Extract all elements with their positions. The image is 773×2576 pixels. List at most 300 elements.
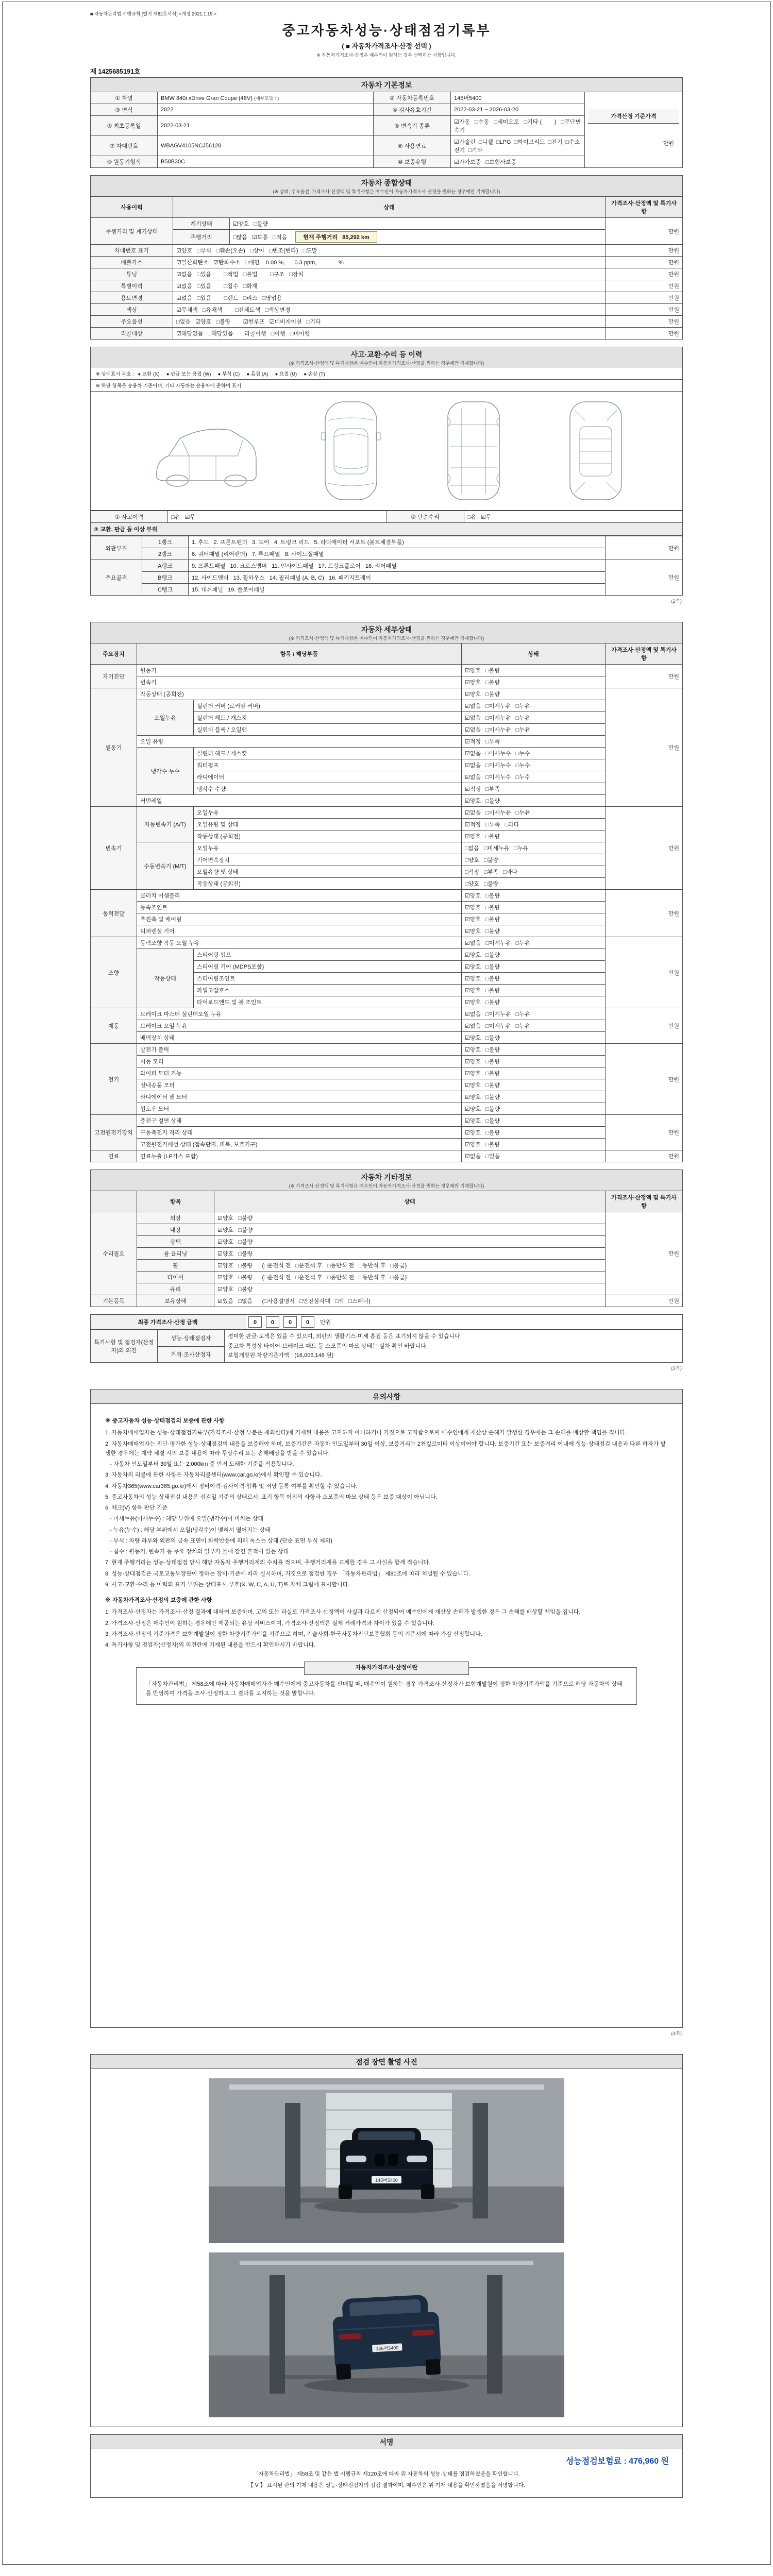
form-reference: ■ 자동차관리법 시행규칙 [별지 제82호서식] <개정 2021.1.19.> xyxy=(90,11,216,16)
price-cell: 만원 xyxy=(606,1295,683,1307)
signature-statement: 「자동차관리법」 제58조 및 같은 법 시행규칙 제120조에 따라 위 자동차의 성능·상태를 점검하였음을 확인합니다. xyxy=(253,2471,520,2478)
use-label: 차대번호 표기 xyxy=(91,245,173,257)
status-checkbox-group[interactable]: ☑양호 □불량 xyxy=(462,1067,606,1079)
field-label: ① 차명 xyxy=(91,92,158,104)
section-comprehensive-note: (※ 상태, 주요옵션, 가격조사·산정액 및 특기사항은 매수인이 자동차가격조사·산정을 원하는 경우에만 기재합니다) xyxy=(273,189,500,194)
status-checkbox-group[interactable]: ☑양호 □불량 xyxy=(214,1224,606,1236)
status-checkbox-group[interactable]: ☑적정 □부족 xyxy=(462,736,606,748)
notice-item: 8. 성능·상태점검은 국토교통부장관이 정하는 장비·기준에 따라 실시하며, 거짓으로 점검한 경우 「자동차관리법」 제80조에 따라 처벌될 수 있습니다. xyxy=(105,1570,470,1577)
car-underbody-diagram xyxy=(435,397,512,505)
status-checkbox-group[interactable]: ☑양호 □불량 xyxy=(462,1103,606,1115)
use-label: 주행거리 및 계기상태 xyxy=(91,218,173,245)
notice-item: 5. 중고자동차의 성능·상태점검 내용은 점검일 기준의 상태로서, 표기 항목 이외의 사항과 소모품의 마모 상태 등은 보증 대상이 아닙니다. xyxy=(105,1494,438,1500)
item-label: 시동 모터 xyxy=(137,1056,462,1067)
sub-label: 오일누유 xyxy=(137,700,194,736)
status-checkbox-group[interactable]: ☑없음 □미세누수 □누수 xyxy=(462,771,606,783)
price-cell: 만원 xyxy=(606,218,683,245)
field-label: ③ 연식 xyxy=(91,104,158,116)
section-accident-title: 사고·교환·수리 등 이력 xyxy=(350,350,423,359)
license-plate-text: 145버5400 xyxy=(375,2178,398,2183)
item-label: 고전원전기배선 상태 (접속단자, 피복, 보호기구) xyxy=(137,1139,462,1150)
field-label: ⑦ 차대번호 xyxy=(91,136,158,156)
definition-body: 「자동차관리법」 제58조에 따라 자동차매매업자가 매수인에게 중고자동차를 판매할 때, 매수인이 원하는 경우 가격조사·산정자가 보험개발원이 정한 차량기준가액을 기준으로 해당 자동차의 상태를 반영하여 가격을 조사·산정하고 그 결과를 고지하는 것을 말합니다. xyxy=(146,1681,623,1697)
item-label: 발전기 출력 xyxy=(137,1044,462,1056)
price-cell: 만원 xyxy=(606,560,683,596)
status-checkbox-group[interactable]: ☑양호 □불량 xyxy=(462,996,606,1008)
item-label: 오일 유량 xyxy=(137,736,462,748)
item-label: 외장 xyxy=(137,1212,214,1224)
basic-info-table xyxy=(90,92,683,168)
signature-statement-2: 【 V 】 표시된 란의 기재 내용은 성능·상태점검자의 점검 결과이며, 매수인은 위 기재 내용을 확인하였음을 서명합니다. xyxy=(248,2482,525,2489)
license-plate-text: 145버5400 xyxy=(376,2345,399,2352)
field-label: ⑥ 변속기 종류 xyxy=(374,116,451,136)
status-checkbox-group[interactable]: ☑없음 □미세누수 □누수 xyxy=(462,759,606,771)
item-label: 내장 xyxy=(137,1224,214,1236)
notice-item: 4. 자동차365(www.car365.go.kr)에서 정비이력·검사이력·압류 및 저당 등록 여부를 확인할 수 있습니다. xyxy=(105,1483,358,1489)
price-cell: 만원 xyxy=(606,245,683,257)
section-basic-title: 자동차 기본정보 xyxy=(361,81,412,89)
price-cell: 만원 xyxy=(606,665,683,688)
fuel-checkbox-group[interactable]: ☑가솔린 □디젤 □LPG □하이브리드 □전기 □수소전기 □기타 xyxy=(451,136,585,156)
field-label: ⑧ 사용연료 xyxy=(374,136,451,156)
device-label: 전기 xyxy=(91,1044,137,1115)
item-label: 와이퍼 모터 기능 xyxy=(137,1067,462,1079)
section-notice-title: 유의사항 xyxy=(372,1393,401,1401)
sub-label: 냉각수 누수 xyxy=(137,748,194,795)
definition-title: 자동차가격조사·산정이란 xyxy=(304,1662,469,1675)
notice-item: 1. 가격조사·산정자는 가격조사·산정 결과에 대하여 보증하며, 고의 또는 과실로 가격조사·산정액이 사실과 다르게 산정되어 매수인에게 재산상 손해가 발생한 경우 그 손해를 배상할 책임을 집니다. xyxy=(105,1609,581,1616)
column-header-price: 가격조사·산정액 및 특기사항 xyxy=(606,1191,683,1212)
section-etc-header xyxy=(90,1170,683,1191)
item-label: 작동상태 (공회전) xyxy=(194,878,462,890)
final-price-digits xyxy=(245,1315,683,1330)
status-checkbox-group[interactable]: ☑양호 □불량 xyxy=(462,949,606,961)
rank-items: 6. 쿼터패널 (리어펜더) 7. 루프패널 8. 사이드실패널 xyxy=(189,548,606,560)
use-label: 색상 xyxy=(91,304,173,316)
status-checkbox-group[interactable]: ☑양호 □불량 xyxy=(462,1079,606,1091)
notice-item: 9. 사고·교환·수리 등 이력의 표기 부위는 상태표시 부호(X, W, C, A, U, T)로 차체 그림에 표시합니다. xyxy=(105,1581,350,1588)
item-label: 원동기 xyxy=(137,665,462,676)
title-subtitle: ( ■ 자동차가격조사·산정 선택 ) xyxy=(342,42,431,50)
notice-item: - 부식 : 차량 하부와 외판의 금속 표면이 화학반응에 의해 녹스는 상태 (단순 표면 부식 제외) xyxy=(105,1537,332,1544)
status-checkbox-group[interactable]: ☑적정 □부족 □과다 xyxy=(462,819,606,831)
item-label: 커먼레일 xyxy=(137,795,462,807)
main-frame-label: 주요골격 xyxy=(91,560,142,596)
mileage-checkbox-group[interactable]: □많음 ☑보통 □적음 xyxy=(233,234,288,241)
price-base-label: 가격산정 기준가격 xyxy=(588,109,679,124)
item-label: 윈도우 모터 xyxy=(137,1103,462,1115)
notice-body xyxy=(91,1404,682,2027)
color-checkbox-group[interactable]: ☑무채색 □유채색 □전체도색 □색상변경 xyxy=(173,304,606,316)
price-cell: 만원 xyxy=(606,688,683,807)
item-label: 실내송풍 모터 xyxy=(137,1079,462,1091)
status-checkbox-group[interactable]: ☑양호 □불량 xyxy=(462,902,606,913)
notice-section xyxy=(90,1389,683,2028)
photos-body xyxy=(91,2069,682,2427)
use-label: 리콜대상 xyxy=(91,328,173,340)
warranty-type-checkbox-group[interactable]: ☑자가보증 □보험사보증 xyxy=(451,156,585,168)
section-comprehensive-header xyxy=(90,175,683,196)
rank-label: 2랭크 xyxy=(142,548,189,560)
inspector-opinion-table xyxy=(90,1330,683,1363)
section-notice-header xyxy=(91,1389,682,1404)
item-label: 휠 xyxy=(137,1260,214,1272)
recall-checkbox-group[interactable]: ☑해당없음 □해당있음 리콜이행 □이행 □미이행 xyxy=(173,328,606,340)
price-digit: 0 xyxy=(266,1316,279,1328)
comprehensive-state-table xyxy=(90,196,683,340)
inspector-role-label: 성능·상태점검자 xyxy=(158,1330,225,1347)
vin-number: WBAGV4105NCJ56128 xyxy=(158,136,374,156)
status-checkbox-group[interactable]: ☑적정 □부족 xyxy=(462,783,606,795)
notice-item: - 누유(누수) : 해당 부위에서 오일(냉각수)이 맺혀서 떨어지는 상태 xyxy=(105,1527,271,1533)
simple-repair-checkbox-group[interactable]: □유 ☑무 xyxy=(464,511,683,523)
usage-change-checkbox-group[interactable]: ☑없음 □있음 □렌트 □리스 □영업용 xyxy=(173,292,606,304)
item-label: 변속기 xyxy=(137,676,462,688)
notice-item: - 미세누유(미세누수) : 해당 부위에 오일(냉각수)이 비치는 상태 xyxy=(105,1516,263,1522)
item-label: 스티어링 기어 (MDPS포함) xyxy=(194,961,462,973)
device-label: 고전원전기장치 xyxy=(91,1115,137,1150)
notice-item: 2. 자동차매매업자는 진단·평가한 성능·상태점검의 내용을 보증해야 하며, 보증기간은 자동차 인도일부터 30일 이상, 보증거리는 2천킬로미터 이상이어야 합니다. 보증기간 또는 보증거리 이내에 성능·상태점검 내용과 다른 하자가 발생한 경우에는 계약 체결 시의 보증 내용에 따라 무상수리 또는 손해배상을 받을 수 있습니다. xyxy=(105,1440,666,1456)
inspector-comment xyxy=(225,1330,683,1363)
price-base-unit: 만원 xyxy=(663,140,674,147)
item-label: 실린더 헤드 / 개스킷 xyxy=(194,712,462,724)
status-checkbox-group[interactable]: □적정 □부족 □과다 xyxy=(462,866,606,878)
device-label: 조향 xyxy=(91,937,137,1008)
item-label: 오일누유 xyxy=(194,807,462,819)
status-checkbox-group[interactable]: □없음 □미세누유 □누유 xyxy=(462,842,606,854)
status-checkbox-group[interactable]: ☑없음 □미세누유 □누유 xyxy=(462,712,606,724)
title-note: ※ 자동차가격조사·산정은 매수인이 원하는 경우 선택하는 사항입니다. xyxy=(316,53,457,58)
signature-body xyxy=(91,2449,682,2497)
notice-item: 4. 특기사항 및 점검자(산정자)의 의견란에 기재된 내용을 반드시 확인하시기 바랍니다. xyxy=(105,1642,316,1649)
price-cell: 만원 xyxy=(606,1008,683,1044)
notice-subtitle: ※ 중고자동차 성능·상태점검의 보증에 관한 사항 xyxy=(105,1418,225,1425)
inspection-report-document xyxy=(2,2,771,2565)
notice-subtitle: ※ 자동차가격조사·산정의 보증에 관한 사항 xyxy=(105,1597,212,1604)
status-checkbox-group[interactable]: ☑양호 □불량 xyxy=(214,1283,606,1295)
price-digit: 0 xyxy=(283,1316,297,1328)
notice-item: 7. 현재 주행거리는 성능·상태점검 당시 해당 자동차 주행거리계의 수치를 적으며, 주행거리계를 교체한 경우 그 사실을 함께 적습니다. xyxy=(105,1560,431,1566)
first-registration-date: 2022-03-21 xyxy=(158,116,374,136)
status-checkbox-group[interactable]: ☑양호 □불량 xyxy=(214,1248,606,1260)
column-header-use: 사용이력 xyxy=(91,197,173,218)
notice-item: 3. 가격조사·산정의 기준가격은 보험개발원이 정한 차량기준가액을 기준으로 하며, 기술사회·한국자동차진단보증협회 등의 기준서에 따라 가감 산정합니다. xyxy=(105,1631,482,1637)
transmission-checkbox-group[interactable]: ☑자동 □수동 □세미오토 □기타 ( ) □무단변속기 xyxy=(451,116,585,136)
device-label: 연료 xyxy=(91,1150,137,1162)
item-label: 오일유량 및 상태 xyxy=(194,866,462,878)
car-frame-skeleton-diagram xyxy=(557,397,634,505)
status-checkbox-group[interactable]: ☑양호 □불량 xyxy=(462,688,606,700)
rank-label: A랭크 xyxy=(142,560,189,572)
emission-checkbox-group[interactable] xyxy=(173,257,606,268)
item-label: 스티어링조인트 xyxy=(194,973,462,985)
use-label: 배출가스 xyxy=(91,257,173,268)
price-cell: 만원 xyxy=(606,304,683,316)
rank-items: 15. 대쉬패널 19. 플로어패널 xyxy=(189,584,606,596)
price-cell: 만원 xyxy=(606,937,683,1008)
device-label: 자기진단 xyxy=(91,665,137,688)
device-label: 동력전달 xyxy=(91,890,137,937)
inspection-photo-front xyxy=(209,2078,564,2243)
section-etc-note: (※ 가격조사·산정액 및 특기사항은 매수인이 자동차가격조사·산정을 원하는 경우에만 기재합니다) xyxy=(289,1183,484,1189)
price-cell: 만원 xyxy=(606,1115,683,1150)
price-cell: 만원 xyxy=(606,1150,683,1162)
page-mark: (2쪽) xyxy=(671,599,682,604)
etc-info-table xyxy=(90,1191,683,1307)
signature-section xyxy=(90,2434,683,2498)
section-comprehensive-title: 자동차 종합상태 xyxy=(361,179,412,187)
model-year: 2022 xyxy=(158,104,374,116)
car-damage-diagrams xyxy=(90,392,683,511)
accident-history-table xyxy=(90,511,683,536)
item-label: 작동상태 (공회전) xyxy=(137,688,462,700)
price-cell: 만원 xyxy=(606,280,683,292)
item-label: 보유상태 xyxy=(137,1295,214,1307)
price-digit: 0 xyxy=(301,1316,314,1328)
item-label: 광택 xyxy=(137,1236,214,1248)
price-base-cell xyxy=(585,92,683,168)
mileage-status-cell[interactable] xyxy=(230,230,606,245)
inspection-valid-period: 2022-03-21 ~ 2026-03-20 xyxy=(451,104,585,116)
item-label: 실린더 헤드 / 개스킷 xyxy=(194,748,462,759)
price-cell: 만원 xyxy=(606,1212,683,1295)
notice-item: - 침수 : 원동기, 변속기 등 주요 장치의 일부가 물에 잠긴 흔적이 있는 상태 xyxy=(105,1549,289,1555)
final-price-label: 최종 가격조사·산정 금액 xyxy=(91,1315,245,1330)
engine-type: B58B30C xyxy=(158,156,374,168)
page-mark: (4쪽) xyxy=(671,2031,682,2037)
column-header-state: 상태 xyxy=(214,1191,606,1212)
field-label: ⑤ 최초등록일 xyxy=(91,116,158,136)
basic-items-label: 기본품목 xyxy=(91,1295,137,1307)
use-label: 튜닝 xyxy=(91,268,173,280)
item-label: 스티어링 펌프 xyxy=(194,949,462,961)
rank-items: 1. 후드 2. 프론트펜더 3. 도어 4. 트렁크 리드 5. 라디에이터 서포트 (볼트체결부품) xyxy=(189,536,606,548)
device-label: 변속기 xyxy=(91,807,137,890)
rank-label: 1랭크 xyxy=(142,536,189,548)
final-price-table xyxy=(90,1314,683,1330)
emission-values: 0.00 %, 0.3 ppm, % xyxy=(265,260,344,266)
item-label: 충전구 절연 상태 xyxy=(137,1115,462,1127)
comment-line: 경미한 판금·도색은 있을 수 있으며, 외판의 생활기스·미세 흠집 등은 표기되지 않을 수 있습니다. xyxy=(228,1333,462,1340)
price-cell: 만원 xyxy=(606,807,683,890)
status-checkbox-group[interactable]: ☑양호 □불량 xyxy=(462,890,606,902)
item-label: 유리 xyxy=(137,1283,214,1295)
status-checkbox-group[interactable]: ☑양호 □불량 (□운전석 전 □운전석 후 □동반석 전 □동반석 후 □응급) xyxy=(214,1272,606,1283)
section-etc-title: 자동차 기타정보 xyxy=(361,1173,412,1181)
item-label: 냉각수 수량 xyxy=(194,783,462,795)
status-checkbox-group[interactable]: ☑양호 □불량 xyxy=(462,973,606,985)
rank-items: 12. 사이드멤버 13. 휠하우스 14. 필러패널 (A, B, C) 16. 패키지트레이 xyxy=(189,572,606,584)
item-label: 클러치 어셈블리 xyxy=(137,890,462,902)
price-cell: 만원 xyxy=(606,257,683,268)
status-checkbox-group[interactable]: ☑없음 □있음 xyxy=(462,1150,606,1162)
exchange-panel-table xyxy=(90,536,683,596)
status-checkbox-group[interactable]: ☑양호 □불량 (□운전석 전 □운전석 후 □동반석 전 □동반석 후 □응급) xyxy=(214,1260,606,1272)
notice-item: 1. 자동차매매업자는 성능·상태점검기록부(가격조사·산정 부분은 제외한다)에 기재된 내용을 고지하지 아니하거나 거짓으로 고지함으로써 매수인에게 재산상 손해가 발생한 경우에는 그 손해를 배상할 책임을 집니다. xyxy=(105,1430,627,1436)
status-checkbox-group[interactable]: ☑없음 □미세누유 □누유 xyxy=(462,1008,606,1020)
item-label: 오일누유 xyxy=(194,842,462,854)
state-mark-legend: ※ 상태표시 부호 : ● 교환 (X) ● 판금 또는 용접 (W) ● 부식 (C) ● 흠집 (A) ● 요철 (U) ● 손상 (T) xyxy=(90,368,683,380)
section-signature-title: 서명 xyxy=(379,2438,394,2447)
tuning-checkbox-group[interactable]: ☑없음 □있음 □적법 □불법 □구조 □장치 xyxy=(173,268,606,280)
status-checkbox-group[interactable]: ☑없음 □미세누유 □누유 xyxy=(462,700,606,712)
vehicle-name-text: BMW 840i xDrive Gran Coupe (48V) xyxy=(161,95,253,101)
sub-label: 주행거리 xyxy=(173,230,230,245)
sub-label: 계기상태 xyxy=(173,218,230,230)
item-label: 연료누출 (LP가스 포함) xyxy=(137,1150,462,1162)
status-checkbox-group[interactable]: ☑없음 □미세누유 □누유 xyxy=(462,807,606,819)
car-exterior-3q-diagram xyxy=(139,399,267,502)
status-checkbox-group[interactable]: ☑없음 □미세누유 □누유 xyxy=(462,724,606,736)
item-label: 오일유량 및 상태 xyxy=(194,819,462,831)
vin-mark-checkbox-group[interactable]: ☑양호 □부식 □훼손(오손) □상이 □변조(변타) □도말 xyxy=(173,245,606,257)
section-photo-title: 점검 장면 촬영 사진 xyxy=(356,2058,417,2066)
price-digit: 0 xyxy=(248,1316,262,1328)
price-appraisal-definition-box xyxy=(136,1667,637,1705)
status-checkbox-group[interactable]: ☑양호 □불량 xyxy=(462,1056,606,1067)
use-label: 용도변경 xyxy=(91,292,173,304)
status-checkbox-group[interactable]: ☑양호 □불량 xyxy=(214,1212,606,1224)
device-label: 제동 xyxy=(91,1008,137,1044)
rank-label: B랭크 xyxy=(142,572,189,584)
rank-label: C랭크 xyxy=(142,584,189,596)
status-checkbox-group[interactable]: ☑양호 □불량 xyxy=(462,961,606,973)
car-top-view-diagram xyxy=(312,397,390,505)
status-checkbox-group[interactable]: ☑양호 □불량 xyxy=(462,1091,606,1103)
simple-repair-label: ② 단순수리 xyxy=(386,511,464,523)
special-history-checkbox-group[interactable]: ☑없음 □있음 □침수 □화재 xyxy=(173,280,606,292)
item-label: 추진축 및 베어링 xyxy=(137,913,462,925)
status-checkbox-group[interactable]: ☑있음 □없음 (□사용설명서 □안전삼각대 □잭 □스패너) xyxy=(214,1295,606,1307)
item-label: 파워고압호스 xyxy=(194,985,462,996)
section-accident-header xyxy=(90,347,683,368)
item-label: 배력장치 상태 xyxy=(137,1032,462,1044)
item-label: 실린더 커버 (로커암 커버) xyxy=(194,700,462,712)
item-label: 등속조인트 xyxy=(137,902,462,913)
status-checkbox-group[interactable]: ☑양호 □불량 xyxy=(214,1236,606,1248)
item-label: 타이어 xyxy=(137,1272,214,1283)
section-basic-header xyxy=(90,77,683,92)
appraiser-role-label: 가격·조사산정자 xyxy=(158,1346,225,1363)
item-label: 브레이크 마스터 실린더오일 누유 xyxy=(137,1008,462,1020)
comment-line: 보험개발원 차량기준가액 : (16,006,146 원) xyxy=(228,1352,334,1359)
sub-label: 작동상태 xyxy=(137,949,194,1008)
section-detail-title: 자동차 세부상태 xyxy=(361,625,412,634)
column-header-item: 항목 / 해당부품 xyxy=(137,643,462,665)
opinion-section-label: 특기사항 및 점검자(산정자)의 의견 xyxy=(91,1330,158,1363)
field-label: ⑨ 원동기형식 xyxy=(91,156,158,168)
item-label: 타이로드엔드 및 볼 조인트 xyxy=(194,996,462,1008)
column-header-price: 가격조사·산정액 및 특기사항 xyxy=(606,643,683,665)
current-mileage-badge: 현재 주행거리 85,292 km xyxy=(295,231,377,243)
status-checkbox-group[interactable]: □양호 □불량 xyxy=(462,878,606,890)
status-checkbox-group[interactable]: ☑없음 □미세누유 □누유 xyxy=(462,1020,606,1032)
section-accident-note: (※ 가격조사·산정액 및 특기사항은 매수인이 자동차가격조사·산정을 원하는 경우에만 기재합니다) xyxy=(289,361,484,366)
price-cell: 만원 xyxy=(606,268,683,280)
column-header-item: 항목 xyxy=(137,1191,214,1212)
item-label: 구동축전지 격리 상태 xyxy=(137,1127,462,1139)
field-label: ⑩ 보증유형 xyxy=(374,156,451,168)
item-label: 워터펌프 xyxy=(194,759,462,771)
price-unit: 만원 xyxy=(320,1319,331,1326)
item-label: 동력조향 작동 오일 누유 xyxy=(137,937,462,949)
page-title: 중고자동차성능·상태점검기록부 xyxy=(282,23,491,38)
outer-panel-label: 외판부위 xyxy=(91,536,142,560)
item-label: 기어변속장치 xyxy=(194,854,462,866)
field-label: ② 자동차등록번호 xyxy=(374,92,451,104)
sub-label: 자동변속기 (A/T) xyxy=(137,807,194,842)
status-checkbox-group[interactable]: ☑양호 □불량 xyxy=(462,1127,606,1139)
status-checkbox-group[interactable]: ☑양호 □불량 xyxy=(462,913,606,925)
item-label: 실린더 블록 / 오일팬 xyxy=(194,724,462,736)
item-label: 브레이크 오일 누유 xyxy=(137,1020,462,1032)
status-checkbox-group[interactable]: ☑양호 □불량 xyxy=(462,1115,606,1127)
status-checkbox-group[interactable]: ☑양호 □불량 xyxy=(462,1032,606,1044)
use-label: 주요옵션 xyxy=(91,316,173,328)
vehicle-name xyxy=(158,92,374,104)
price-cell: 만원 xyxy=(606,292,683,304)
item-label: 라디에이터 팬 모터 xyxy=(137,1091,462,1103)
submodel-note: (세부모델 : ) xyxy=(254,95,279,101)
emission-checks[interactable]: ☑일산화탄소 ☑탄화수소 □매연 xyxy=(176,260,260,266)
photo-section xyxy=(90,2054,683,2427)
section-detail-header xyxy=(90,622,683,643)
parts-title: ③ 교환, 판금 등 이상 부위 xyxy=(91,523,683,536)
status-checkbox-group[interactable]: ☑양호 □불량 xyxy=(462,1044,606,1056)
status-checkbox-group[interactable]: ☑양호 □불량 xyxy=(462,985,606,996)
page-mark: (3쪽) xyxy=(671,1366,682,1372)
notice-item: 2. 가격조사·산정은 매수인이 원하는 경우에만 제공되는 유상 서비스이며, 가격조사·산정액은 실제 거래가격과 차이가 있을 수 있습니다. xyxy=(105,1620,435,1626)
accident-history-checkbox-group[interactable]: □유 ☑무 xyxy=(168,511,387,523)
status-checkbox-group[interactable]: ☑양호 □불량 xyxy=(462,795,606,807)
notice-item: 3. 자동차의 리콜에 관한 사항은 자동차리콜센터(www.car.go.kr)에서 확인할 수 있습니다. xyxy=(105,1472,322,1479)
column-header-price: 가격조사·산정액 및 특기사항 xyxy=(606,197,683,218)
options-checkbox-group[interactable]: □없음 ☑양호 □불량 ☑썬루프 ☑네비게이션 □기타 xyxy=(173,316,606,328)
price-cell: 만원 xyxy=(606,536,683,560)
status-checkbox-group[interactable]: ☑양호 □불량 xyxy=(462,831,606,842)
insurance-premium-label: 성능점검보험료 : xyxy=(565,2457,627,2466)
insurance-premium-value: 476,960 원 xyxy=(629,2457,669,2466)
notice-item: 6. 체크(V) 항목 판단 기준 xyxy=(105,1505,168,1512)
section-signature-header xyxy=(91,2435,682,2449)
status-checkbox-group[interactable]: □양호 □불량 xyxy=(462,854,606,866)
use-label: 특별이력 xyxy=(91,280,173,292)
accident-history-label: ① 사고이력 xyxy=(91,511,168,523)
status-checkbox-group[interactable]: ☑없음 □미세누수 □누수 xyxy=(462,748,606,759)
column-header-state: 상태 xyxy=(173,197,606,218)
comment-line: 중고차 특성상 타이어·브레이크 패드 등 소모품의 마모 상태는 실차 확인 바랍니다. xyxy=(228,1343,428,1349)
item-label: 룸 클리닝 xyxy=(137,1248,214,1260)
status-checkbox-group[interactable]: ☑양호 □불량 xyxy=(462,676,606,688)
price-cell: 만원 xyxy=(606,1044,683,1115)
item-label: 라디에이터 xyxy=(194,771,462,783)
section-photo-header xyxy=(91,2055,682,2069)
document-number: 제 1425685191호 xyxy=(90,68,141,75)
detail-state-table xyxy=(90,643,683,1162)
status-checkbox-group[interactable]: ☑양호 □불량 xyxy=(462,925,606,937)
plate-number: 145버5400 xyxy=(451,92,585,104)
status-checkbox-group[interactable]: ☑양호 □불량 xyxy=(462,665,606,676)
price-cell: 만원 xyxy=(606,328,683,340)
repair-need-label: 수리필요 xyxy=(91,1212,137,1295)
column-header-state: 상태 xyxy=(462,643,606,665)
device-label: 원동기 xyxy=(91,688,137,807)
odometer-status-checkbox-group[interactable]: ☑양호 □불량 xyxy=(230,218,606,230)
status-checkbox-group[interactable]: ☑양호 □불량 xyxy=(462,1139,606,1150)
item-label: 디퍼렌셜 기어 xyxy=(137,925,462,937)
item-label: 작동상태 (공회전) xyxy=(194,831,462,842)
status-checkbox-group[interactable]: ☑없음 □미세누유 □누유 xyxy=(462,937,606,949)
